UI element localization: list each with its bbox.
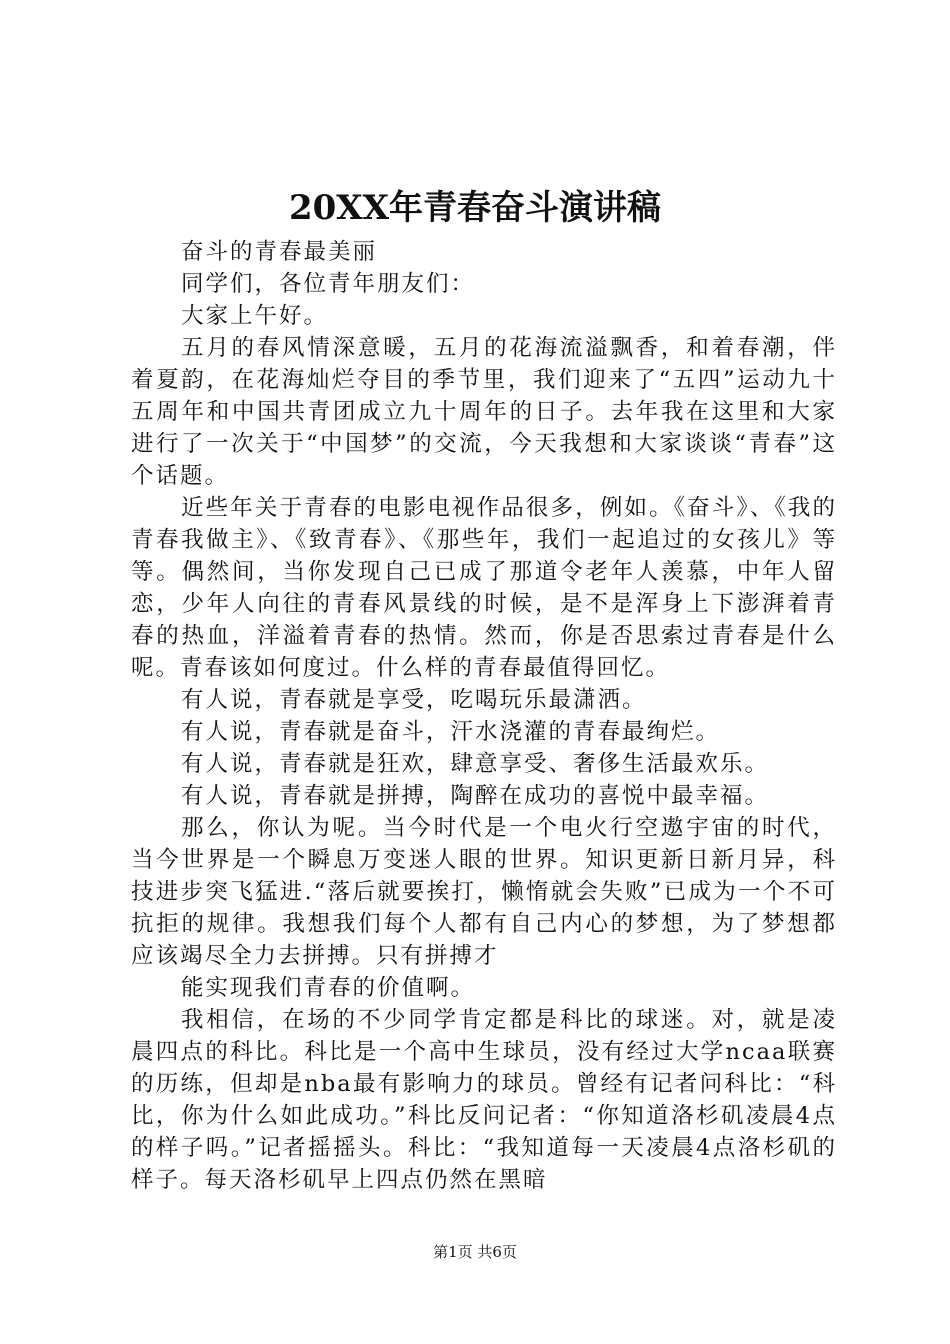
paragraph: 同学们，各位青年朋友们：	[181, 271, 476, 297]
paragraph: 有人说，青春就是狂欢，肆意享受、奢侈生活最欢乐。	[181, 751, 770, 777]
paragraph: 有人说，青春就是拼搏，陶醉在成功的喜悦中最幸福。	[181, 783, 770, 809]
paragraph: 近些年关于青春的电影电视作品很多，例如。《奋斗》、《我的青春我做主》、《致青春》、《那些年，我们一起追过的女孩儿》等等。偶然间，当你发现自己已成了那道令老年人羡慕，中年人留恋，少年人向往的青春风景线的时候，是不是浑身上下澎湃着青春的热血，洋溢着青春的热情。然而，你是否思索过青春是什么呢。青春该如何度过。什么样的青春最值得回忆。	[131, 495, 837, 681]
document-title: 20XX年青春奋斗演讲稿	[288, 188, 662, 228]
paragraph: 那么，你认为呢。当今时代是一个电火行空遨宇宙的时代，当今世界是一个瞬息万变迷人眼的世界。知识更新日新月异，科技进步突飞猛进.“落后就要挨打，懒惰就会失败”已成为一个不可抗拒的规律。我想我们每个人都有自己内心的梦想，为了梦想都应该竭尽全力去拼搏。只有拼搏才	[131, 815, 837, 969]
paragraph: 五月的春风情深意暖，五月的花海流溢飘香，和着春潮，伴着夏韵，在花海灿烂夺目的季节里，我们迎来了“五四”运动九十五周年和中国共青团成立九十周年的日子。去年我在这里和大家进行了一次关于“中国梦”的交流，今天我想和大家谈谈“青春”这个话题。	[131, 335, 837, 489]
page-footer: 第1页 共6页	[433, 1243, 517, 1261]
paragraph: 有人说，青春就是奋斗，汗水浇灌的青春最绚烂。	[181, 719, 721, 745]
paragraph: 我相信，在场的不少同学肯定都是科比的球迷。对，就是凌晨四点的科比。科比是一个高中生球员，没有经过大学ncaa联赛的历练，但却是nba最有影响力的球员。曾经有记者问科比：“科比，你为什么如此成功。”科比反问记者：“你知道洛杉矶凌晨4点的样子吗。”记者摇摇头。科比：“我知道每一天凌晨4点洛杉矶的样子。每天洛杉矶早上四点仍然在黑暗	[131, 1007, 837, 1193]
paragraph: 有人说，青春就是享受，吃喝玩乐最潇洒。	[181, 687, 647, 713]
document-body	[131, 236, 837, 1196]
paragraph: 大家上午好。	[181, 303, 329, 329]
paragraph: 奋斗的青春最美丽	[181, 239, 378, 265]
paragraph: 能实现我们青春的价值啊。	[181, 975, 476, 1001]
